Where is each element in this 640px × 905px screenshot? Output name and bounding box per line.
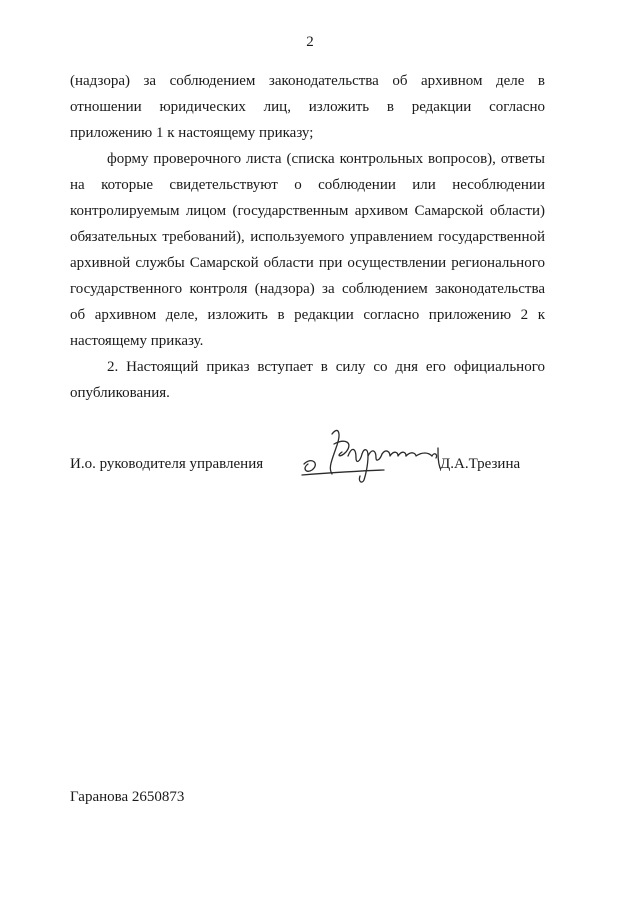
page-number: 2 [306, 34, 314, 50]
paragraph-checklist-form: форму проверочного листа (списка контрольных вопросов), ответы на которые свидетельствуют о соблюдении или несоблюдении контролируемым лицом (государственным архивом Самарской области) обязательных требований), используемого управлением государственной архивной службы Самарской области при осуществлении регионального государственного контроля (надзора) за соблюдением законодательства об архивном деле, изложить в редакции согласно приложению 2 к настоящему приказу. [70, 151, 545, 349]
handwritten-signature [298, 418, 506, 488]
signer-name: Д.А.Трезина [440, 456, 521, 472]
signer-title: И.о. руководителя управления [70, 456, 264, 472]
signature-block [70, 418, 570, 488]
document-body [70, 68, 545, 406]
executor-contact: Гаранова 2650873 [70, 789, 185, 805]
paragraph-entry-into-force: 2. Настоящий приказ вступает в силу со дня его официального опубликования. [70, 359, 545, 401]
paragraph-continuation: (надзора) за соблюдением законодательства об архивном деле в отношении юридических лиц, изложить в редакции согласно приложению 1 к настоящему приказу; [70, 73, 545, 141]
